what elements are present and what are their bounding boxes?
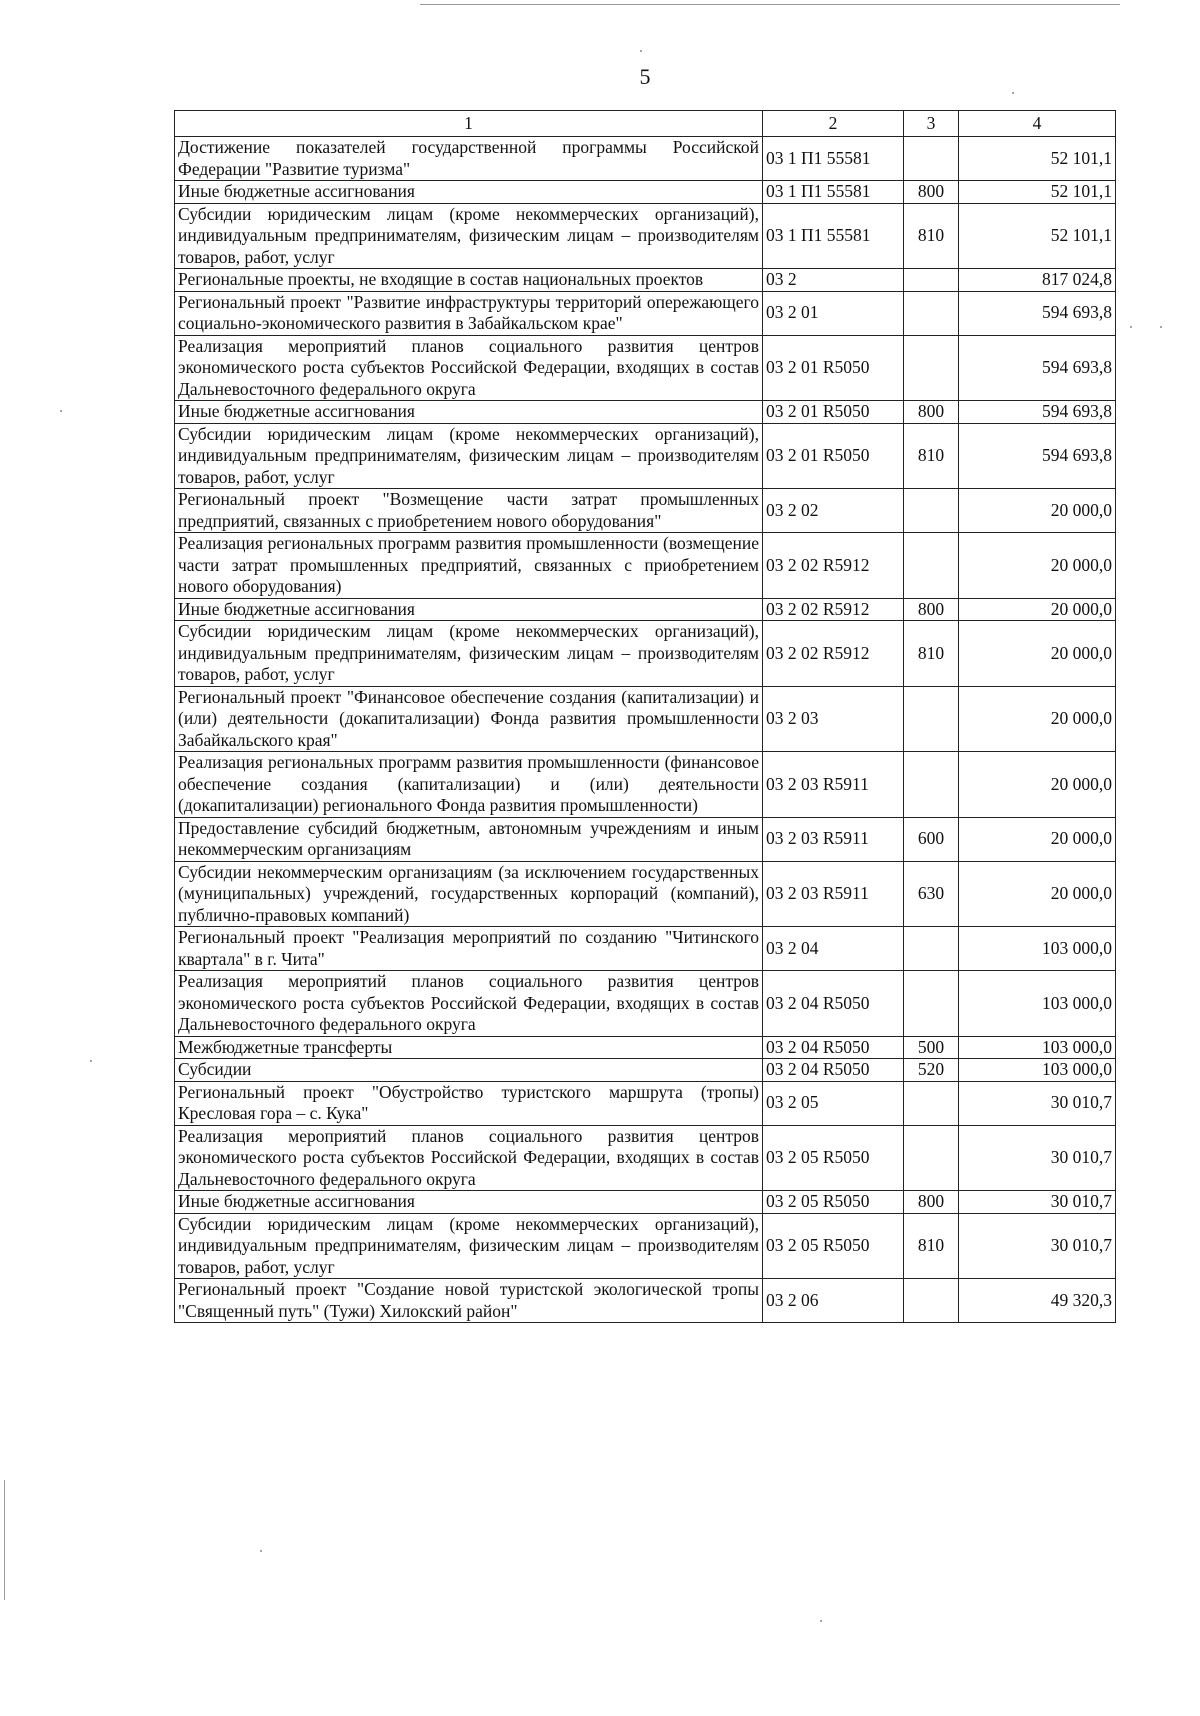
table-row	[175, 1036, 1116, 1059]
cell-code: 03 2	[763, 269, 904, 292]
cell-expense-type	[904, 335, 959, 401]
cell-expense-type	[904, 1081, 959, 1125]
cell-expense-type	[904, 291, 959, 335]
table-row	[175, 971, 1116, 1037]
cell-name: Региональный проект "Обустройство туристского маршрута (тропы) Кресловая гора – с. Кука"	[175, 1081, 763, 1125]
cell-amount: 20 000,0	[959, 489, 1116, 533]
cell-amount: 20 000,0	[959, 621, 1116, 687]
scan-artifact-dot	[1160, 326, 1162, 328]
cell-amount: 817 024,8	[959, 269, 1116, 292]
cell-amount: 20 000,0	[959, 686, 1116, 752]
cell-code: 03 2 03 R5911	[763, 817, 904, 861]
table-row	[175, 291, 1116, 335]
cell-name: Иные бюджетные ассигнования	[175, 598, 763, 621]
table-row	[175, 598, 1116, 621]
table-row	[175, 533, 1116, 599]
scan-artifact-dot	[90, 1060, 92, 1062]
table-row	[175, 1125, 1116, 1191]
cell-expense-type: 600	[904, 817, 959, 861]
cell-amount: 30 010,7	[959, 1213, 1116, 1279]
cell-expense-type	[904, 269, 959, 292]
cell-expense-type: 800	[904, 401, 959, 424]
cell-code: 03 2 03	[763, 686, 904, 752]
cell-name: Субсидии юридическим лицам (кроме некоммерческих организаций), индивидуальным предпринимателям, физическим лицам – производителям товаров, работ, услуг	[175, 423, 763, 489]
table-row	[175, 401, 1116, 424]
cell-name: Реализация мероприятий планов социального развития центров экономического роста субъектов Российской Федерации, входящих в состав Дальневосточного федерального округа	[175, 1125, 763, 1191]
table-row	[175, 752, 1116, 818]
cell-amount: 103 000,0	[959, 971, 1116, 1037]
cell-expense-type: 810	[904, 621, 959, 687]
cell-amount: 20 000,0	[959, 533, 1116, 599]
cell-amount: 30 010,7	[959, 1081, 1116, 1125]
cell-name: Субсидии некоммерческим организациям (за исключением государственных (муниципальных) учреждений, государственных корпораций (компаний), публично-правовых компаний)	[175, 861, 763, 927]
cell-name: Субсидии юридическим лицам (кроме некоммерческих организаций), индивидуальным предпринимателям, физическим лицам – производителям товаров, работ, услуг	[175, 1213, 763, 1279]
cell-code: 03 2 02	[763, 489, 904, 533]
cell-name: Региональный проект "Финансовое обеспечение создания (капитализации) и (или) деятельности (докапитализации) Фонда развития промышленности Забайкальского края"	[175, 686, 763, 752]
cell-expense-type	[904, 1279, 959, 1323]
cell-amount: 103 000,0	[959, 1036, 1116, 1059]
cell-expense-type	[904, 489, 959, 533]
cell-amount: 594 693,8	[959, 291, 1116, 335]
cell-name: Иные бюджетные ассигнования	[175, 401, 763, 424]
cell-expense-type: 800	[904, 1191, 959, 1214]
cell-code: 03 2 05 R5050	[763, 1191, 904, 1214]
cell-amount: 30 010,7	[959, 1125, 1116, 1191]
column-header-name: 1	[175, 111, 763, 137]
cell-code: 03 2 04 R5050	[763, 1059, 904, 1082]
cell-expense-type: 630	[904, 861, 959, 927]
cell-code: 03 2 04	[763, 927, 904, 971]
cell-code: 03 1 П1 55581	[763, 203, 904, 269]
table-row	[175, 1059, 1116, 1082]
table-row	[175, 1279, 1116, 1323]
cell-name: Межбюджетные трансферты	[175, 1036, 763, 1059]
cell-code: 03 2 05	[763, 1081, 904, 1125]
cell-code: 03 1 П1 55581	[763, 181, 904, 204]
scan-artifact-left-line	[4, 1480, 5, 1600]
cell-amount: 20 000,0	[959, 861, 1116, 927]
table-row	[175, 621, 1116, 687]
cell-name: Региональные проекты, не входящие в состав национальных проектов	[175, 269, 763, 292]
cell-name: Региональный проект "Создание новой туристской экологической тропы "Священный путь" (Тужи) Хилокский район"	[175, 1279, 763, 1323]
cell-code: 03 2 03 R5911	[763, 752, 904, 818]
scan-artifact-top-line	[420, 4, 1120, 5]
cell-code: 03 2 05 R5050	[763, 1213, 904, 1279]
cell-expense-type: 800	[904, 181, 959, 204]
cell-amount: 594 693,8	[959, 335, 1116, 401]
cell-expense-type: 810	[904, 1213, 959, 1279]
cell-code: 03 2 03 R5911	[763, 861, 904, 927]
scan-artifact-dot	[1012, 92, 1014, 94]
table-row	[175, 1213, 1116, 1279]
cell-amount: 20 000,0	[959, 598, 1116, 621]
table-header-row	[175, 111, 1116, 137]
table-row	[175, 927, 1116, 971]
cell-name: Региональный проект "Развитие инфраструктуры территорий опережающего социально-экономического развития в Забайкальском крае"	[175, 291, 763, 335]
table-row	[175, 817, 1116, 861]
table-row	[175, 861, 1116, 927]
cell-amount: 594 693,8	[959, 401, 1116, 424]
cell-name: Региональный проект "Возмещение части затрат промышленных предприятий, связанных с приобретением нового оборудования"	[175, 489, 763, 533]
table-row	[175, 686, 1116, 752]
cell-name: Субсидии	[175, 1059, 763, 1082]
cell-name: Иные бюджетные ассигнования	[175, 181, 763, 204]
cell-code: 03 2 02 R5912	[763, 598, 904, 621]
cell-amount: 30 010,7	[959, 1191, 1116, 1214]
cell-name: Региональный проект "Реализация мероприятий по созданию "Читинского квартала" в г. Чита"	[175, 927, 763, 971]
cell-code: 03 2 01 R5050	[763, 401, 904, 424]
cell-code: 03 2 02 R5912	[763, 533, 904, 599]
cell-amount: 20 000,0	[959, 752, 1116, 818]
cell-code: 03 2 04 R5050	[763, 1036, 904, 1059]
cell-expense-type: 810	[904, 423, 959, 489]
cell-expense-type	[904, 686, 959, 752]
cell-amount: 594 693,8	[959, 423, 1116, 489]
cell-code: 03 2 05 R5050	[763, 1125, 904, 1191]
cell-name: Реализация региональных программ развития промышленности (возмещение части затрат промышленных предприятий, связанных с приобретением нового оборудования)	[175, 533, 763, 599]
cell-expense-type	[904, 752, 959, 818]
cell-expense-type	[904, 1125, 959, 1191]
cell-name: Реализация мероприятий планов социального развития центров экономического роста субъектов Российской Федерации, входящих в состав Дальневосточного федерального округа	[175, 971, 763, 1037]
cell-code: 03 1 П1 55581	[763, 137, 904, 181]
cell-expense-type	[904, 927, 959, 971]
cell-code: 03 2 01 R5050	[763, 423, 904, 489]
cell-expense-type: 500	[904, 1036, 959, 1059]
cell-amount: 52 101,1	[959, 203, 1116, 269]
column-header-type: 3	[904, 111, 959, 137]
table-row	[175, 203, 1116, 269]
table-body	[175, 137, 1116, 1323]
scan-artifact-dot	[820, 1620, 822, 1622]
column-header-code: 2	[763, 111, 904, 137]
cell-expense-type: 800	[904, 598, 959, 621]
cell-code: 03 2 02 R5912	[763, 621, 904, 687]
column-header-amount: 4	[959, 111, 1116, 137]
cell-code: 03 2 01	[763, 291, 904, 335]
scan-artifact-dot	[640, 50, 642, 52]
cell-code: 03 2 04 R5050	[763, 971, 904, 1037]
cell-amount: 49 320,3	[959, 1279, 1116, 1323]
cell-code: 03 2 01 R5050	[763, 335, 904, 401]
table-row	[175, 489, 1116, 533]
page-number: 5	[639, 64, 651, 89]
budget-table	[174, 110, 1116, 1323]
table-row	[175, 269, 1116, 292]
table-row	[175, 423, 1116, 489]
table-row	[175, 335, 1116, 401]
cell-expense-type	[904, 533, 959, 599]
cell-amount: 20 000,0	[959, 817, 1116, 861]
table-row	[175, 137, 1116, 181]
cell-name: Иные бюджетные ассигнования	[175, 1191, 763, 1214]
cell-code: 03 2 06	[763, 1279, 904, 1323]
cell-amount: 52 101,1	[959, 137, 1116, 181]
scan-artifact-dot	[60, 410, 62, 412]
cell-name: Субсидии юридическим лицам (кроме некоммерческих организаций), индивидуальным предпринимателям, физическим лицам – производителям товаров, работ, услуг	[175, 203, 763, 269]
cell-name: Реализация региональных программ развития промышленности (финансовое обеспечение создания (капитализации) и (или) деятельности (докапитализации) регионального Фонда развития промышленности)	[175, 752, 763, 818]
table-row	[175, 181, 1116, 204]
table-row	[175, 1191, 1116, 1214]
cell-name: Предоставление субсидий бюджетным, автономным учреждениям и иным некоммерческим организациям	[175, 817, 763, 861]
cell-amount: 52 101,1	[959, 181, 1116, 204]
cell-expense-type	[904, 137, 959, 181]
cell-name: Реализация мероприятий планов социального развития центров экономического роста субъектов Российской Федерации, входящих в состав Дальневосточного федерального округа	[175, 335, 763, 401]
cell-expense-type: 810	[904, 203, 959, 269]
cell-name: Достижение показателей государственной программы Российской Федерации "Развитие туризма"	[175, 137, 763, 181]
scan-artifact-dot	[1130, 326, 1132, 328]
cell-amount: 103 000,0	[959, 927, 1116, 971]
cell-expense-type	[904, 971, 959, 1037]
cell-name: Субсидии юридическим лицам (кроме некоммерческих организаций), индивидуальным предпринимателям, физическим лицам – производителям товаров, работ, услуг	[175, 621, 763, 687]
table-row	[175, 1081, 1116, 1125]
cell-expense-type: 520	[904, 1059, 959, 1082]
cell-amount: 103 000,0	[959, 1059, 1116, 1082]
scan-artifact-dot	[260, 1550, 262, 1552]
